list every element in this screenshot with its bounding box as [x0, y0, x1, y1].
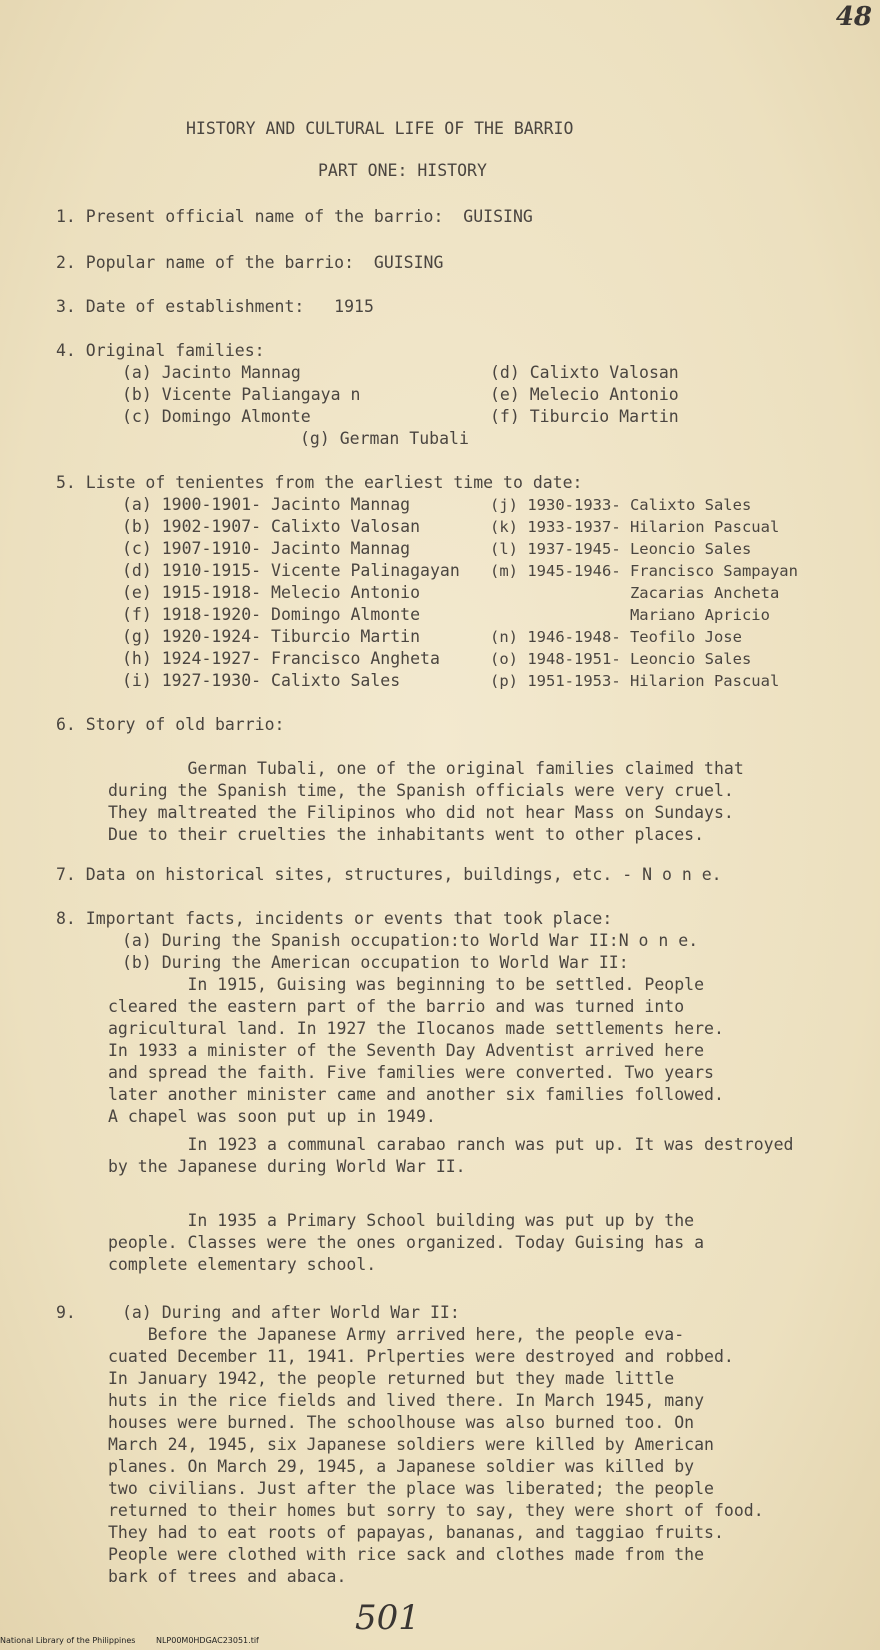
teniente-m3: Mariano Apricio [490, 606, 770, 624]
family-d: (d) Calixto Valosan [490, 363, 679, 382]
teniente-b: (b) 1902-1907- Calixto Valosan [122, 517, 421, 536]
item-6-heading: 6. Story of old barrio: [56, 715, 285, 734]
family-a: (a) Jacinto Mannag [122, 363, 301, 382]
teniente-i: (i) 1927-1930- Calixto Sales [122, 671, 401, 690]
handwritten-number: 501 [355, 1598, 420, 1638]
teniente-m: (m) 1945-1946- Francisco Sampayan [490, 562, 798, 580]
teniente-n: (n) 1946-1948- Teofilo Jose [490, 628, 742, 646]
item-8-b: (b) During the American occupation to World War II: [122, 953, 629, 972]
item-8-paragraph-2: In 1923 a communal carabao ranch was put up. It was destroyed by the Japanese during World War II. [108, 1135, 794, 1176]
item-8-heading: 8. Important facts, incidents or events that took place: [56, 909, 613, 928]
item-7: 7. Data on historical sites, structures, buildings, etc. - N o n e. [56, 865, 722, 884]
item-4-heading: 4. Original families: [56, 341, 265, 360]
item-8-paragraph-3: In 1935 a Primary School building was put up by the people. Classes were the ones organized. Today Guising has a complete elementary school. [108, 1211, 705, 1274]
footer-library: National Library of the Philippines [0, 1636, 136, 1645]
item-8-paragraph-1: In 1915, Guising was beginning to be settled. People cleared the eastern part of the barrio and was turned into agricultural land. In 1927 the Ilocanos made settlements here. In 1933 a minister of the Seventh Day Adventist arrived here and spread the faith. Five families were converted. Two years later another minister came and another six families followed. A chapel was soon put up in 1949. [108, 975, 724, 1126]
teniente-a: (a) 1900-1901- Jacinto Mannag [122, 495, 411, 514]
teniente-j: (j) 1930-1933- Calixto Sales [490, 496, 752, 514]
family-b: (b) Vicente Paliangaya n [122, 385, 361, 404]
teniente-c: (c) 1907-1910- Jacinto Mannag [122, 539, 411, 558]
document-subtitle: PART ONE: HISTORY [318, 161, 487, 180]
item-6-text: German Tubali, one of the original families claimed that during the Spanish time, the Spanish officials were very cruel. They maltreated the Filipinos who did not hear Mass on Sundays. Due to their cruelties the inhabitants went to other places. [108, 759, 744, 844]
item-9-a: (a) During and after World War II: [122, 1303, 460, 1322]
item-8-a: (a) During the Spanish occupation:to World War II:N o n e. [122, 931, 699, 950]
document-title: HISTORY AND CULTURAL LIFE OF THE BARRIO [186, 119, 574, 138]
teniente-f: (f) 1918-1920- Domingo Almonte [122, 605, 421, 624]
family-g: (g) German Tubali [300, 429, 469, 448]
teniente-l: (l) 1937-1945- Leoncio Sales [490, 540, 752, 558]
item-3: 3. Date of establishment: 1915 [56, 297, 374, 316]
page-number: 48 [835, 2, 872, 32]
item-9-number: 9. [56, 1303, 76, 1322]
family-f: (f) Tiburcio Martin [490, 407, 679, 426]
item-5-heading: 5. Liste of tenientes from the earliest time to date: [56, 473, 583, 492]
teniente-h: (h) 1924-1927- Francisco Angheta [122, 649, 440, 668]
family-e: (e) Melecio Antonio [490, 385, 679, 404]
teniente-m2: Zacarias Ancheta [490, 584, 780, 602]
teniente-k: (k) 1933-1937- Hilarion Pascual [490, 518, 780, 536]
item-9-text: Before the Japanese Army arrived here, the people eva- cuated December 11, 1941. Prlperties were destroyed and robbed. In January 1942, the people returned but they made little huts in the rice fields and lived there. In March 1945, many houses were burned. The schoolhouse was also burned too. On March 24, 1945, six Japanese soldiers were killed by American planes. On March 29, 1945, a Japanese soldier was killed by two civilians. Just after the place was liberated; the people returned to their homes but sorry to say, they were short of food. They had to eat roots of papayas, bananas, and taggiao fruits. People were clothed with rice sack and clothes made from the bark of trees and abaca. [108, 1325, 764, 1586]
teniente-e: (e) 1915-1918- Melecio Antonio [122, 583, 421, 602]
item-2: 2. Popular name of the barrio: GUISING [56, 253, 444, 272]
item-1: 1. Present official name of the barrio: GUISING [56, 207, 533, 226]
footer [0, 1636, 277, 1645]
teniente-g: (g) 1920-1924- Tiburcio Martin [122, 627, 421, 646]
teniente-o: (o) 1948-1951- Leoncio Sales [490, 650, 752, 668]
family-c: (c) Domingo Almonte [122, 407, 311, 426]
footer-file: NLP00M0HDGAC23051.tif [155, 1636, 259, 1645]
teniente-p: (p) 1951-1953- Hilarion Pascual [490, 672, 780, 690]
teniente-d: (d) 1910-1915- Vicente Palinagayan [122, 561, 460, 580]
